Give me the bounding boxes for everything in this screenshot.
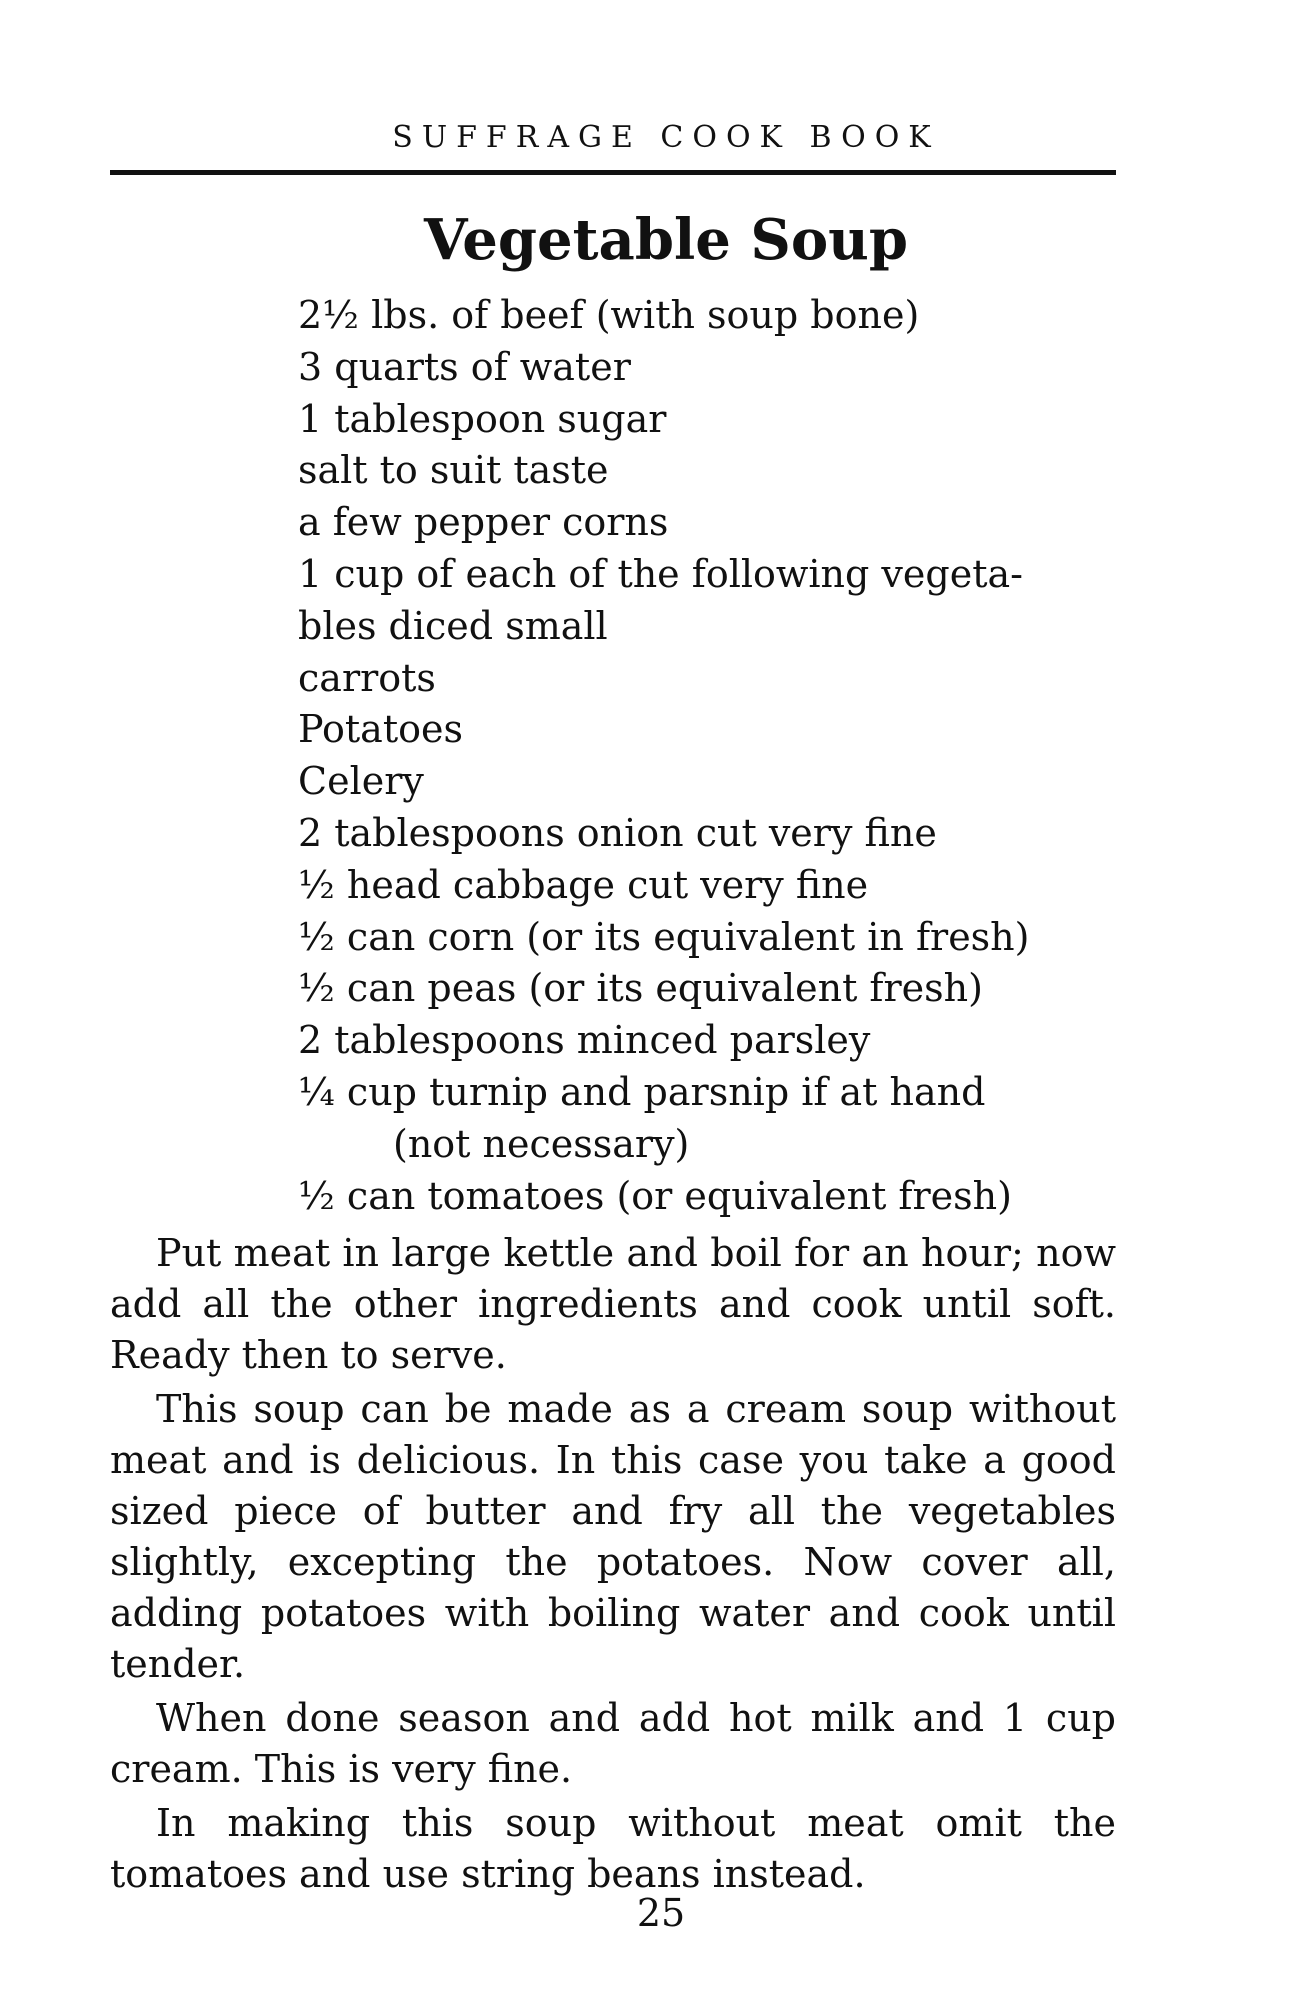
instruction-paragraph: When done season and add hot milk and 1 cup cream. This is very fine. (110, 1696, 1116, 1791)
ingredient-line: salt to suit taste (298, 448, 609, 493)
ingredient-line: ½ can tomatoes (or equivalent fresh) (298, 1173, 1012, 1218)
ingredient-line: 2 tablespoons minced parsley (298, 1018, 871, 1063)
ingredient-line: ½ can corn (or its equivalent in fresh) (298, 914, 1030, 959)
ingredient-line: 1 tablespoon sugar (298, 396, 667, 441)
ingredient-line: 1 cup of each of the following vegeta- (298, 551, 1023, 596)
header-rule (110, 170, 1116, 175)
page-number: 25 (636, 1891, 686, 1935)
ingredient-line: carrots (298, 655, 436, 700)
instruction-paragraph: In making this soup without meat omit the tomatoes and use string beans instead. (110, 1801, 1116, 1896)
ingredient-line: ½ head cabbage cut very fine (298, 862, 869, 907)
instruction-paragraph: Put meat in large kettle and boil for an hour; now add all the other ingredients and cook until soft. Ready then to serve. (110, 1231, 1116, 1377)
ingredient-line: Potatoes (298, 707, 463, 752)
ingredient-line-continuation: (not necessary) (393, 1121, 690, 1166)
running-head: SUFFRAGE COOK BOOK (392, 120, 940, 155)
ingredient-line: a few pepper corns (298, 500, 669, 545)
ingredient-line: 2½ lbs. of beef (with soup bone) (298, 293, 920, 337)
ingredient-line: Celery (298, 759, 424, 804)
recipe-title: Vegetable Soup (423, 207, 909, 273)
ingredient-line: ½ can peas (or its equivalent fresh) (298, 966, 983, 1011)
instruction-paragraph: This soup can be made as a cream soup without meat and is delicious. In this case you take a good sized piece of butter and fry all the vegetables slightly, excepting the potatoes. Now cover all, adding potatoes with boiling water and cook until tender. (110, 1387, 1116, 1686)
ingredient-line: bles diced small (298, 603, 608, 648)
ingredient-line: 2 tablespoons onion cut very fine (298, 810, 937, 855)
ingredient-line: 3 quarts of water (298, 344, 631, 389)
ingredient-list (298, 290, 1029, 1222)
recipe-instructions (110, 1228, 1116, 1903)
ingredient-line: ¼ cup turnip and parsnip if at hand (298, 1069, 986, 1114)
